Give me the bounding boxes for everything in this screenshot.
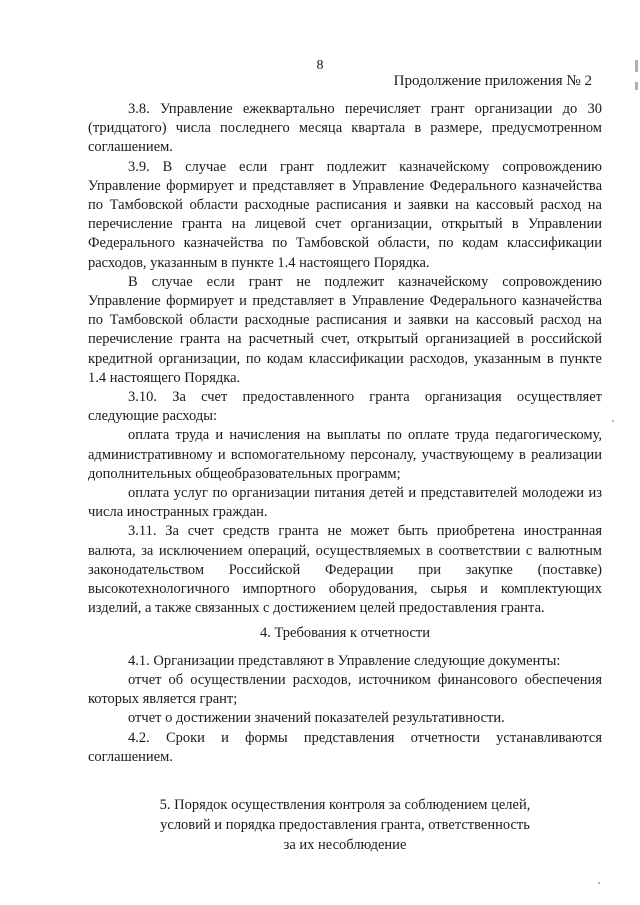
paragraph-4-1: 4.1. Организации представляют в Управление следующие документы: [128,652,561,669]
document-body [88,100,602,855]
scan-edge-mark [635,82,638,90]
paragraph-3-9: 3.9. В случае если грант подлежит казначейскому сопровождению Управление формирует и представляет в Управление Федерального казначейства по Тамбовской области расходные расписания и заявки на кассовый расход на перечисление гранта на лицевой счет организации, открытый в Управлении Федерального казначейства по Тамбовской области, по кодам классификации расходов, указанным в пункте 1.4 настоящего Порядка. [88,158,602,271]
section-5-heading-line-1: 5. Порядок осуществления контроля за соблюдением целей, [159,796,531,813]
section-4-heading: 4. Требования к отчетности [259,625,431,642]
scan-edge-mark [635,60,638,72]
paragraph-3-9-alt: В случае если грант не подлежит казначейскому сопровождению Управление формирует и представляет в Управление Федерального казначейства по Тамбовской области расходные расписания и заявки на кассовый расход на перечисление гранта на расчетный счет, открытый организацией в российской кредитной организации, по кодам классификации расходов, указанным в пункте 1.4 настоящего Порядка. [88,273,602,386]
page-number: 8 [316,58,324,73]
section-5-heading-line-2: условий и порядка предоставления гранта, ответственность [160,816,530,833]
paragraph-3-10-item-1: оплата труда и начисления на выплаты по оплате труда педагогическому, административному и вспомогательному персоналу, участвующему в реализации дополнительных общеобразовательных программ; [88,427,602,482]
paragraph-4-1-item-2: отчет о достижении значений показателей результативности. [128,710,505,727]
paragraph-4-1-item-1: отчет об осуществлении расходов, источником финансового обеспечения которых является грант; [88,671,602,708]
scan-speck [612,420,614,422]
paragraph-3-10: 3.10. За счет предоставленного гранта организация осуществляет следующие расходы: [88,389,602,425]
paragraph-3-10-item-2: оплата услуг по организации питания детей и представителей молодежи из числа иностранных граждан. [88,485,602,521]
section-5-heading [88,795,602,855]
paragraph-4-2: 4.2. Сроки и формы представления отчетности устанавливаются соглашением. [88,729,602,765]
scan-speck [598,882,600,884]
paragraph-3-11: 3.11. За счет средств гранта не может быть приобретена иностранная валюта, за исключением операций, осуществляемых в соответствии с валютным законодательством Российской Федерации при закупке (поставке) высокотехнологичного импортного оборудования, сырья и комплектующих изделий, а также связанных с достижением целей предоставления гранта. [88,523,602,617]
appendix-note: Продолжение приложения № 2 [393,73,592,89]
section-5-heading-line-3: за их несоблюдение [283,836,407,853]
paragraph-3-8: 3.8. Управление ежеквартально перечисляет грант организации до 30 (тридцатого) числа последнего месяца квартала в размере, предусмотренном соглашением. [88,101,602,156]
